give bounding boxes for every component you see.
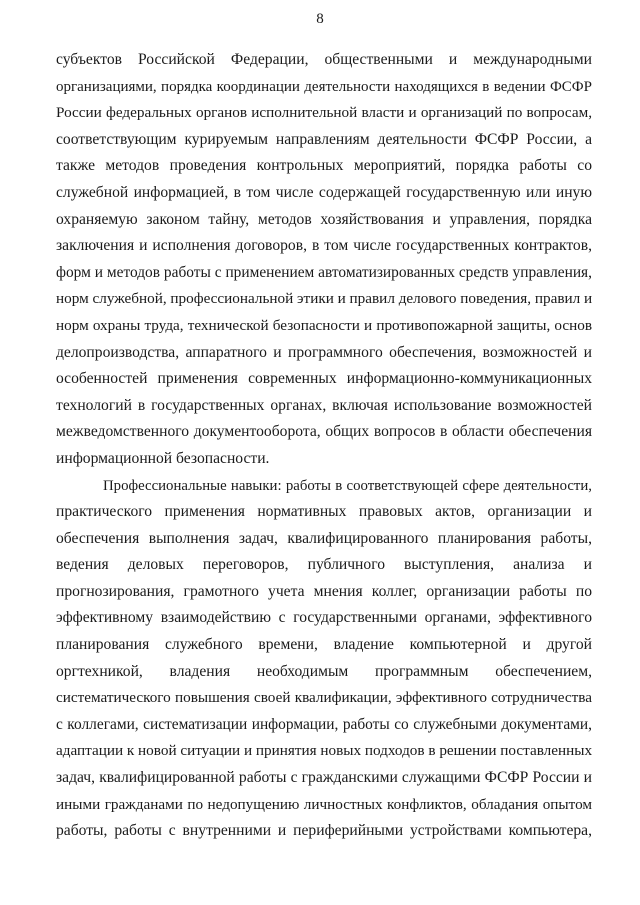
text-line: служебной информацией, в том числе содержащей государственную или иную — [56, 183, 592, 201]
paragraph-professional-skills — [56, 473, 592, 845]
text-line: делопроизводства, аппаратного и программного обеспечения, возможностей и — [56, 343, 592, 361]
text-line: России федеральных органов исполнительной власти и организаций по вопросам, — [56, 104, 592, 122]
text-line: соответствующим курируемым направлениям деятельности ФСФР России, а — [56, 130, 592, 148]
text-line: норм служебной, профессиональной этики и правил делового поведения, правил и — [56, 290, 592, 308]
text-line: оргтехникой, владения необходимым программным обеспечением, — [56, 662, 592, 680]
text-line: информационной безопасности. — [56, 449, 270, 467]
text-line: охраняемую законом тайну, методов хозяйствования и управления, порядка — [56, 210, 592, 228]
page-number: 8 — [316, 11, 324, 27]
text-line: адаптации к новой ситуации и принятия новых подходов в решении поставленных — [56, 742, 592, 760]
text-line: норм охраны труда, технической безопасности и противопожарной защиты, основ — [56, 316, 592, 334]
text-line: особенностей применения современных информационно-коммуникационных — [56, 370, 592, 388]
text-line: с коллегами, систематизации информации, работы со служебными документами, — [56, 715, 592, 733]
text-line: эффективному взаимодействию с государственными органами, эффективного — [56, 609, 592, 627]
text-line: обеспечения выполнения задач, квалифицированного планирования работы, — [56, 529, 592, 547]
text-line: систематического повышения своей квалификации, эффективного сотрудничества — [56, 689, 592, 707]
paragraph-knowledge — [56, 47, 592, 473]
text-line: иными гражданами по недопущению личностных конфликтов, обладания опытом — [56, 795, 592, 813]
text-line: прогнозирования, грамотного учета мнения коллег, организации работы по — [56, 582, 592, 600]
text-line: организациями, порядка координации деятельности находящихся в ведении ФСФР — [56, 78, 592, 95]
text-line: практического применения нормативных правовых актов, организации и — [56, 503, 592, 521]
text-line: заключения и исполнения договоров, в том числе государственных контрактов, — [56, 237, 592, 255]
text-line: также методов проведения контрольных мероприятий, порядка работы со — [56, 157, 592, 175]
text-line: Профессиональные навыки: работы в соответствующей сфере деятельности, — [103, 477, 592, 494]
text-line: планирования служебного времени, владение компьютерной и другой — [56, 636, 592, 654]
text-line: форм и методов работы с применением автоматизированных средств управления, — [56, 263, 592, 281]
document-body — [56, 47, 592, 845]
text-line: ведения деловых переговоров, публичного выступления, анализа и — [56, 556, 592, 574]
text-line: задач, квалифицированной работы с гражданскими служащими ФСФР России и — [56, 769, 592, 787]
text-line: работы, работы с внутренними и периферийными устройствами компьютера, — [56, 822, 592, 840]
text-line: субъектов Российской Федерации, общественными и международными — [56, 51, 592, 68]
text-line: межведомственного документооборота, общих вопросов в области обеспечения — [56, 423, 592, 441]
text-line: технологий в государственных органах, включая использование возможностей — [56, 396, 592, 414]
